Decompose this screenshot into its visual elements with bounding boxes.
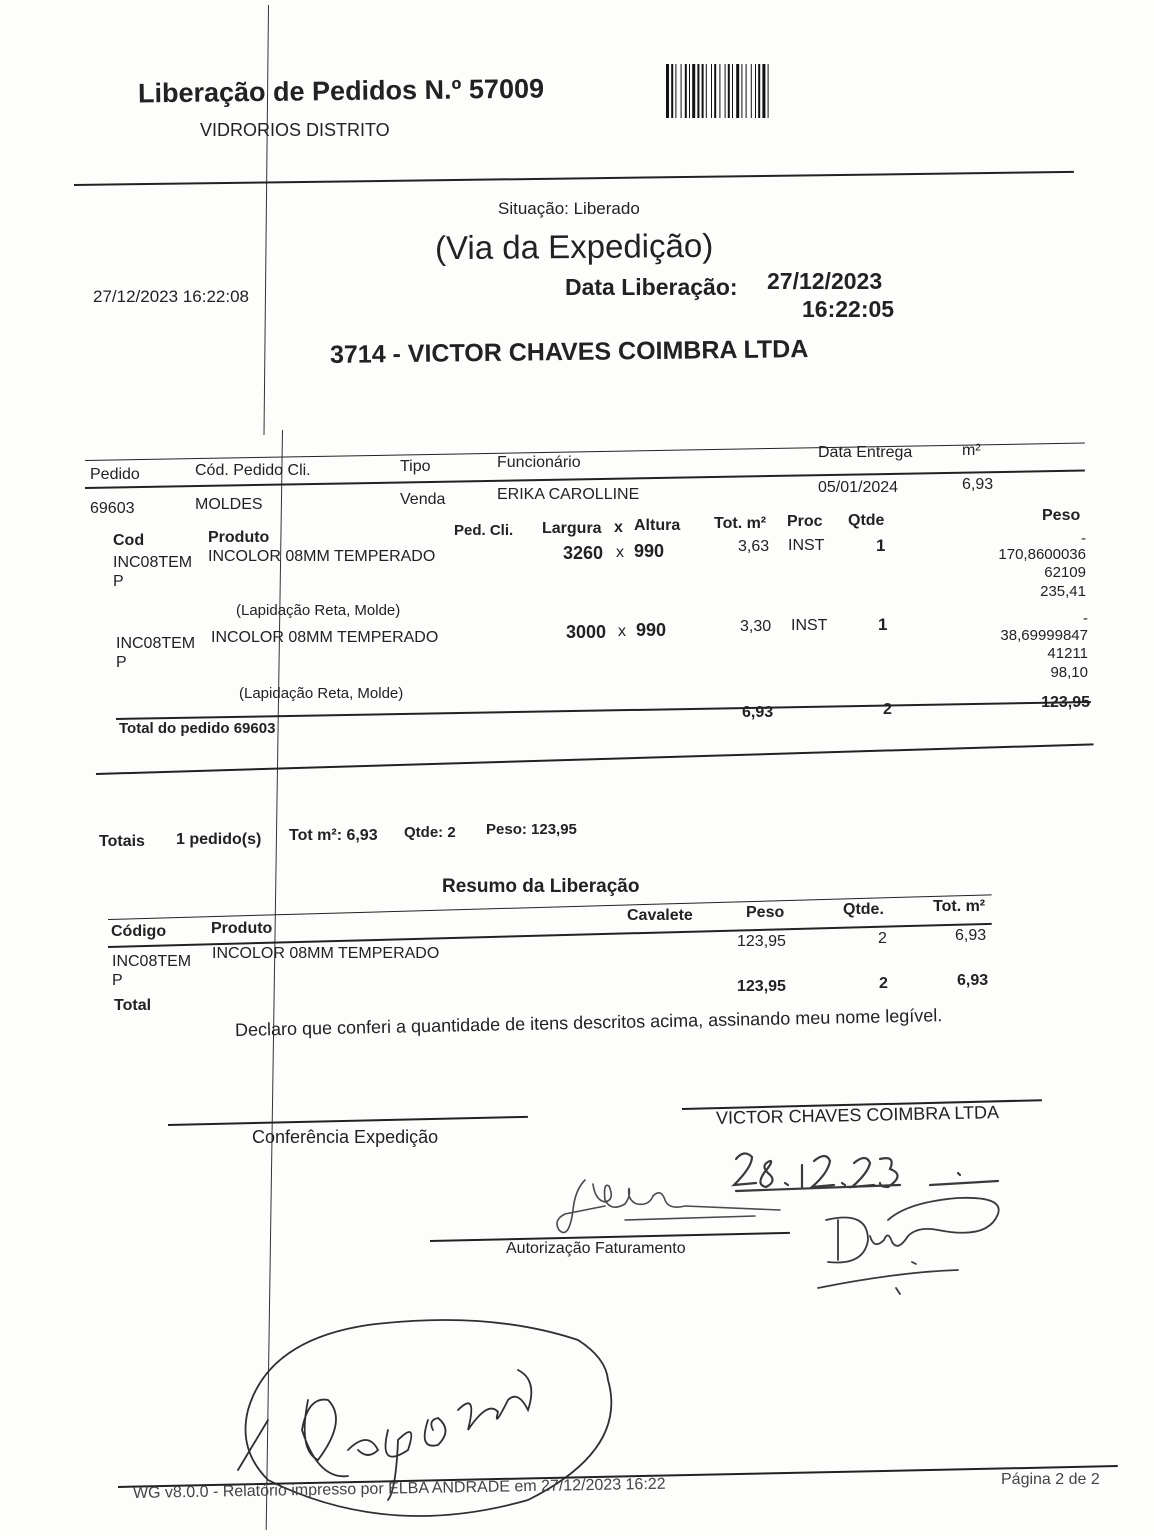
situacao: Situação: Liberado xyxy=(498,199,640,218)
totais-tot-m2: Tot m²: 6,93 xyxy=(289,827,378,844)
items-col-cod: Cod xyxy=(113,532,145,549)
barcode-bar xyxy=(755,64,756,118)
printed-timestamp: 27/12/2023 16:22:08 xyxy=(93,287,249,306)
resumo-total-tot-m2: 6,93 xyxy=(957,972,989,989)
col-tipo-header: Tipo xyxy=(400,458,431,475)
order-cod-pedido-cli: MOLDES xyxy=(195,496,263,513)
data-liberacao-time: 16:22:05 xyxy=(802,296,895,322)
col-cod-pedido-cli-header: Cód. Pedido Cli. xyxy=(195,462,311,479)
order-pedido: 69603 xyxy=(90,500,135,517)
resumo-col-produto: Produto xyxy=(211,920,273,937)
order-total-label: Total do pedido 69603 xyxy=(119,720,276,737)
resumo-title: Resumo da Liberação xyxy=(442,876,640,897)
barcode-bar xyxy=(692,64,695,118)
items-col-peso: Peso xyxy=(1042,507,1081,524)
barcode-bar xyxy=(689,64,690,118)
items-col-tot-m2: Tot. m² xyxy=(714,515,767,532)
item-1-qtde: 1 xyxy=(876,536,886,555)
order-data-entrega: 05/01/2024 xyxy=(818,479,899,496)
resumo-col-peso: Peso xyxy=(746,904,785,921)
order-funcionario: ERIKA CAROLLINE xyxy=(497,486,640,503)
item-2-altura: 990 xyxy=(636,620,667,640)
conferencia-signature-line xyxy=(168,1116,528,1126)
item-2-qtde: 1 xyxy=(878,615,888,634)
resumo-row-tot-m2: 6,93 xyxy=(955,927,987,944)
order-top-rule xyxy=(85,443,1085,461)
barcode-bar xyxy=(736,64,739,118)
barcode-bar xyxy=(762,64,765,118)
col-funcionario-header: Funcionário xyxy=(497,454,581,471)
item-2-proc: INST xyxy=(791,617,828,634)
barcode-bar xyxy=(666,64,669,118)
totais-qtde: Qtde: 2 xyxy=(404,824,456,841)
autorizacao-signature xyxy=(545,1170,785,1250)
document-title: Liberação de Pedidos N.º 57009 xyxy=(137,73,545,109)
resumo-total-peso: 123,95 xyxy=(737,978,786,995)
item-2-largura: 3000 xyxy=(566,622,607,642)
items-col-proc: Proc xyxy=(787,513,823,530)
item-2-cod-line1: INC08TEM xyxy=(116,635,196,652)
item-2-produto: INCOLOR 08MM TEMPERADO xyxy=(211,629,439,646)
item-1-tot-m2: 3,63 xyxy=(738,538,770,555)
header-divider xyxy=(74,171,1074,186)
scan-fold-line xyxy=(263,5,269,435)
barcode-bar xyxy=(746,64,747,118)
totais-label: Totais xyxy=(99,833,145,850)
item-1-peso-line3: 235,41 xyxy=(1040,583,1086,600)
resumo-total-qtde: 2 xyxy=(879,975,888,992)
item-1-largura: 3260 xyxy=(563,543,604,563)
order-total-tot-m2: 6,93 xyxy=(742,704,774,721)
items-col-qtde: Qtde xyxy=(848,512,885,529)
barcode-bar xyxy=(675,64,676,118)
barcode-bar xyxy=(685,64,687,118)
item-2-peso-line1: 38,69999847 xyxy=(1000,627,1088,644)
item-2-peso-dash: - xyxy=(1083,610,1088,627)
resumo-col-codigo: Código xyxy=(111,923,167,940)
order-total-peso: 123,95 xyxy=(1041,694,1090,711)
item-2-x: x xyxy=(618,623,626,640)
totais-peso: Peso: 123,95 xyxy=(486,821,577,838)
item-1-obs: (Lapidação Reta, Molde) xyxy=(236,602,401,619)
totais-pedidos: 1 pedido(s) xyxy=(176,831,262,848)
company-name: VIDRORIOS DISTRITO xyxy=(200,120,390,140)
resumo-row-qtde: 2 xyxy=(878,930,887,947)
page-number: Página 2 de 2 xyxy=(1001,1471,1100,1488)
items-col-ped-cli: Ped. Cli. xyxy=(454,522,514,539)
autorizacao-label: Autorização Faturamento xyxy=(506,1240,686,1257)
conferencia-label: Conferência Expedição xyxy=(252,1127,439,1147)
col-data-entrega-header: Data Entrega xyxy=(818,444,913,461)
barcode-bar xyxy=(719,64,720,118)
order-total-rule xyxy=(116,701,1091,720)
declaration-text: Declaro que conferi a quantidade de itens descritos acima, assinando meu nome legível. xyxy=(234,1005,943,1040)
data-liberacao-label: Data Liberação: xyxy=(565,274,738,300)
barcode-bar xyxy=(741,64,742,118)
item-2-peso-line3: 98,10 xyxy=(1050,664,1088,681)
barcode-bar xyxy=(671,64,673,118)
item-1-peso-line2: 62109 xyxy=(1044,564,1086,581)
resumo-col-cavalete: Cavalete xyxy=(627,907,693,924)
barcode-bar xyxy=(711,64,712,118)
barcode-bar xyxy=(697,64,699,118)
barcode-bar xyxy=(714,64,716,118)
barcode-bar xyxy=(728,64,730,118)
items-col-largura: Largura xyxy=(542,520,602,537)
barcode-bar xyxy=(751,64,752,118)
item-1-altura: 990 xyxy=(634,541,665,561)
barcode xyxy=(666,64,846,120)
cliente-signature-label: VICTOR CHAVES COIMBRA LTDA xyxy=(715,1102,1000,1128)
col-pedido-header: Pedido xyxy=(90,466,140,483)
item-1-cod-line2: P xyxy=(113,573,124,590)
order-m2: 6,93 xyxy=(962,476,994,493)
items-col-x: x xyxy=(614,519,623,536)
barcode-bar xyxy=(732,64,733,118)
col-m2-header: m² xyxy=(962,442,981,459)
item-2-tot-m2: 3,30 xyxy=(740,618,772,635)
footer-printed-by: WG v8.0.0 - Relatório impresso por ELBA ANDRADE em 27/12/2023 16:22 xyxy=(132,1475,666,1502)
item-2-peso-line2: 41211 xyxy=(1047,645,1088,662)
barcode-bar xyxy=(725,64,726,118)
item-2-obs: (Lapidação Reta, Molde) xyxy=(239,685,404,702)
items-col-altura: Altura xyxy=(634,517,681,534)
item-1-proc: INST xyxy=(788,537,825,554)
resumo-col-qtde: Qtde. xyxy=(843,901,884,918)
barcode-bar xyxy=(758,64,760,118)
cliente-signature xyxy=(808,1190,1018,1300)
item-1-cod-line1: INC08TEM xyxy=(113,554,193,571)
barcode-bar xyxy=(702,64,704,118)
item-1-peso-line1: 170,8600036 xyxy=(998,546,1086,563)
data-liberacao-date: 27/12/2023 xyxy=(767,268,883,294)
order-total-qtde: 2 xyxy=(883,701,892,718)
barcode-bar xyxy=(768,64,769,118)
items-col-produto: Produto xyxy=(208,529,270,546)
item-1-peso-dash: - xyxy=(1081,530,1086,547)
resumo-row-codigo-line1: INC08TEM xyxy=(112,953,192,970)
item-1-produto: INCOLOR 08MM TEMPERADO xyxy=(208,548,436,565)
item-2-cod-line2: P xyxy=(116,654,127,671)
resumo-row-codigo-line2: P xyxy=(112,972,123,989)
order-tipo: Venda xyxy=(400,491,446,508)
resumo-row-peso: 123,95 xyxy=(737,933,786,950)
order-bottom-rule xyxy=(96,743,1094,775)
barcode-bar xyxy=(706,64,707,118)
item-1-x: x xyxy=(616,544,624,561)
via-expedicao: (Via da Expedição) xyxy=(434,226,714,267)
barcode-bar xyxy=(681,64,682,118)
resumo-row-produto: INCOLOR 08MM TEMPERADO xyxy=(212,945,440,962)
resumo-total-label: Total xyxy=(114,997,152,1014)
resumo-col-tot-m2: Tot. m² xyxy=(933,898,986,915)
customer-name: 3714 - VICTOR CHAVES COIMBRA LTDA xyxy=(329,335,809,369)
